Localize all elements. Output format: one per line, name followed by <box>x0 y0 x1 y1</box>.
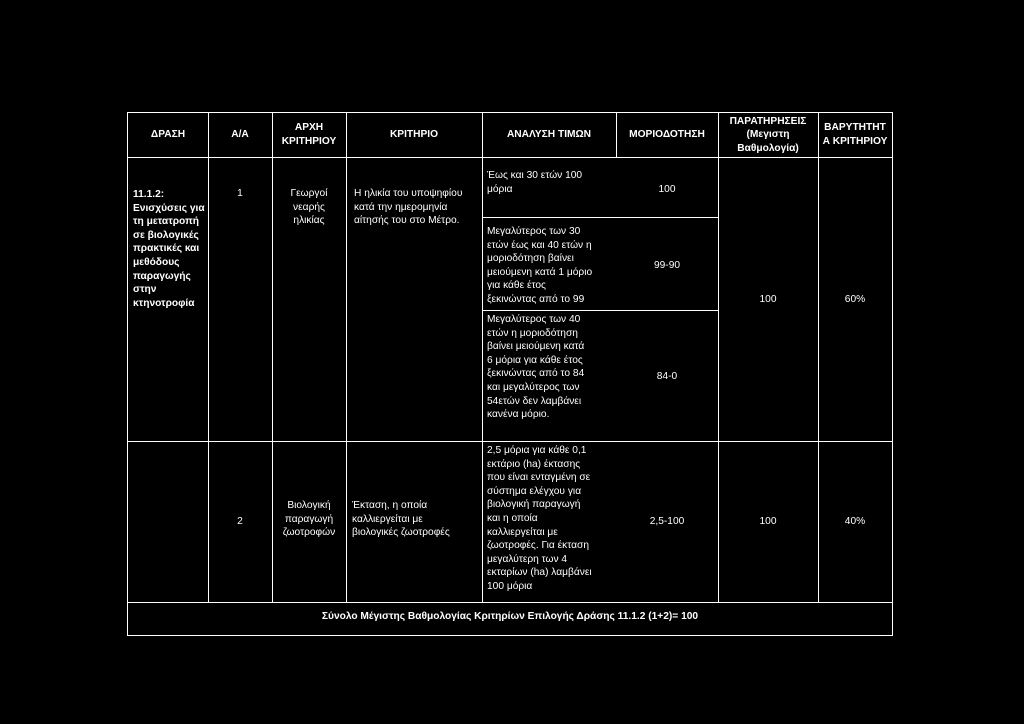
row2-score: 2,5-100 <box>649 516 685 527</box>
action-cell: 11.1.2: Ενισχύσεις για τη μετατροπή σε βιολογικές πρακτικές και μεθόδους παραγωγής στην κτηνοτροφία <box>133 189 205 309</box>
row1-weight: 60% <box>844 294 866 305</box>
col-divider <box>818 113 819 602</box>
total-divider <box>128 602 892 603</box>
row2-weight: 40% <box>844 516 866 527</box>
total-row: Σύνολο Μέγιστης Βαθμολογίας Κριτηρίων Επιλογής Δράσης 11.1.2 (1+2)= 100 <box>321 611 699 622</box>
header-remarks: ΠΑΡΑΤΗΡΗΣΕΙΣ (Μεγιστη Βαθμολογία) <box>729 115 807 154</box>
row-divider <box>128 441 892 442</box>
row1-score-3: 84-0 <box>656 371 678 382</box>
header-weight: ΒΑΡΥΤΗΤΗΤ Α ΚΡΙΤΗΡΙΟΥ <box>822 122 888 147</box>
row2-criterion-start: Βιολογική παραγωγή ζωοτροφών <box>282 500 336 539</box>
col-divider <box>718 113 719 602</box>
row1-score-1: 100 <box>658 184 676 195</box>
row2-aa: 2 <box>237 516 243 527</box>
header-divider <box>128 157 892 158</box>
col-divider <box>346 113 347 602</box>
row1-remarks: 100 <box>759 294 777 305</box>
row2-analysis: 2,5 μόρια για κάθε 0,1 εκτάριο (ha) έκτασης που είναι ενταγμένη σε σύστημα ελέγχου για βιολογική παραγωγή και η οποία καλλιεργείται με ζωοτροφές. Για έκταση μεγαλύτερη των 4 εκταρίων (ha) λαμβάνει 100 μόρια <box>487 445 592 592</box>
subrow-divider-1 <box>482 217 718 218</box>
header-aa: Α/Α <box>231 129 249 141</box>
row1-analysis-2: Μεγαλύτερος των 30 ετών έως και 40 ετών η μοριοδότηση βαίνει μειούμενη κατά 1 μόριο για κάθε έτος ξεκινώντας από το 99 <box>487 226 593 305</box>
row2-criterion: Έκταση, η οποία καλλιεργείται με βιολογικές ζωοτροφές <box>352 500 450 539</box>
row1-analysis-3: Μεγαλύτερος των 40 ετών η μοριοδότηση βαίνει μειούμενη κατά 6 μόρια για κάθε έτος ξεκινώντας από το 84 και μεγαλύτερος των 54ετών δεν λαμβάνει κανένα μόριο. <box>487 314 585 421</box>
col-divider <box>482 113 483 602</box>
scoring-table <box>127 112 893 636</box>
header-action: ΔΡΑΣΗ <box>150 129 186 141</box>
row1-criterion-start: Γεωργοί νεαρής ηλικίας <box>290 188 328 227</box>
row1-criterion: Η ηλικία του υποψηφίου κατά την ημερομηνία αίτησής του στο Μέτρο. <box>354 188 463 227</box>
header-value-analysis: ΑΝΑΛΥΣΗ ΤΙΜΩΝ <box>506 129 592 141</box>
header-scoring: ΜΟΡΙΟΔΟΤΗΣΗ <box>629 129 705 141</box>
row1-analysis-1: Έως και 30 ετών 100 μόρια <box>487 170 583 195</box>
header-criterion-start: ΑΡΧΗ ΚΡΙΤΗΡΙΟΥ <box>281 122 337 147</box>
header-criterion: ΚΡΙΤΗΡΙΟ <box>389 129 439 141</box>
row1-aa: 1 <box>237 188 243 199</box>
subrow-divider-2 <box>482 310 718 311</box>
row2-remarks: 100 <box>759 516 777 527</box>
row1-score-2: 99-90 <box>653 260 681 271</box>
